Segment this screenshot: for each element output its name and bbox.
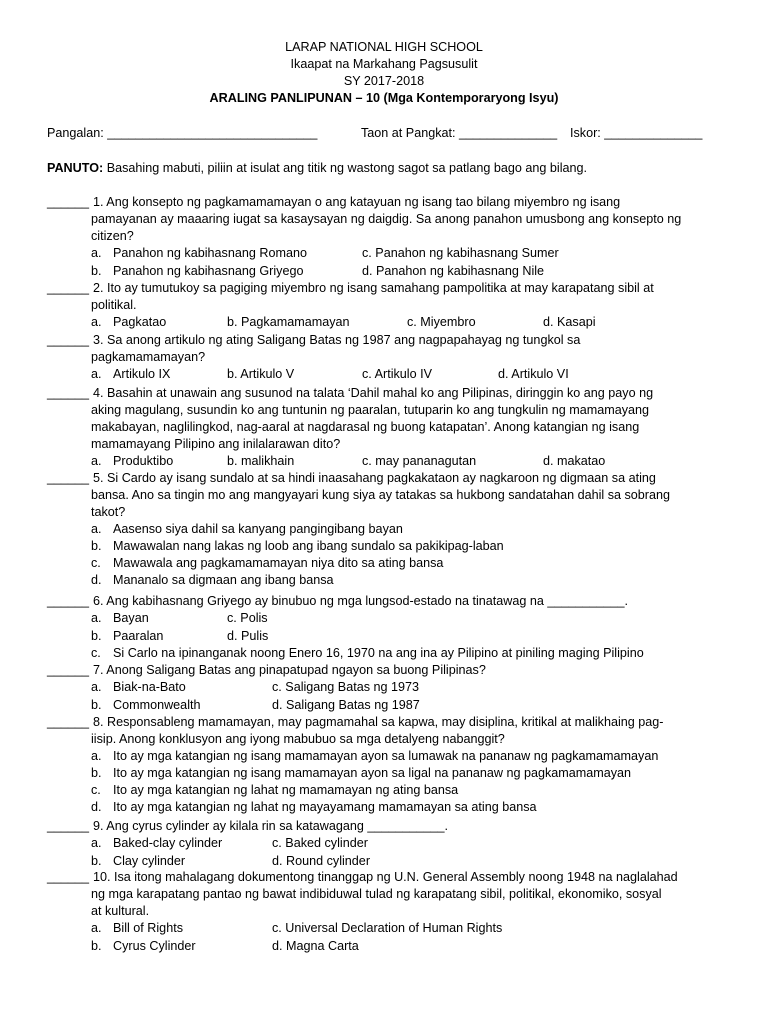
question-7 [47,662,727,714]
option-d: d. Ito ay mga katangian ng lahat ng mayayamang mamamayan sa ating bansa [91,800,537,814]
question-text: 1. Ang konsepto ng pagkamamamayan o ang katayuan ng isang tao bilang miyembro ng isang [93,195,621,209]
question-text: citizen? [91,229,134,243]
option-d: d. Kasapi [543,315,596,329]
options-row [47,314,727,332]
grade-section-field[interactable]: Taon at Pangkat: ______________ [361,126,558,140]
options-row [47,453,727,471]
question-text: 6. Ang kabihasnang Griyego ay binubuo ng mga lungsod-estado na tinatawag na ___________. [93,594,628,608]
option-d: d. Panahon ng kabihasnang Nile [362,263,545,278]
question-text: politikal. [91,298,137,312]
option-a: a. Ito ay mga katangian ng isang mamamayan ayon sa lumawak na pananaw ng pagkamamamayan [91,749,659,763]
question-text: aking magulang, susundin ko ang tuntunin ng paaralan, tutuparin ko ang tungkulin ng mamamayang [91,403,650,417]
option-a: Bill of Rights [113,921,183,935]
answer-blank[interactable]: ______ [47,281,90,295]
option-d: d. Saligang Batas ng 1987 [272,697,420,712]
school-year: SY 2017-2018 [343,74,425,88]
option-b: b. Pagkamamamayan [227,315,350,329]
option-d: d. Pulis [227,628,269,643]
question-text: 10. Isa itong mahalagang dokumentong tinanggap ng U.N. General Assembly noong 1948 na naglalahad [93,870,678,884]
options-row [47,628,727,646]
instructions-text: Basahing mabuti, piliin at isulat ang titik ng wastong sagot sa patlang bago ang bilang. [103,161,588,175]
option-b: Panahon ng kabihasnang Griyego [113,263,304,278]
option-letter: a. [91,836,102,850]
option-letter: b. [91,853,102,868]
option-c: c. Panahon ng kabihasnang Sumer [362,246,559,260]
option-a: Artikulo IX [113,367,171,381]
option-d: d. Magna Carta [272,938,359,953]
question-text: pamayanan ay maaaring iugat sa kasaysayan ng daigdig. Sa anong panahon umusbong ang konsepto ng [91,212,682,226]
answer-blank[interactable]: ______ [47,715,90,729]
option-letter: a. [91,454,102,468]
question-text: bansa. Ano sa tingin mo ang mangyayari kung siya ay tatakas sa hukbong sandatahan dahil sa sobrang [91,488,670,502]
options-row [47,610,727,628]
option-c: c. Mawawala ang pagkamamamayan niya dito sa ating bansa [91,556,444,570]
question-text: 8. Responsableng mamamayan, may pagmamahal sa kapwa, may disiplina, kritikal at malikhaing pag- [93,715,664,729]
question-text: 3. Sa anong artikulo ng ating Saligang Batas ng 1987 ang nagpapahayag ng tungkol sa [93,333,581,347]
option-letter: b. [91,697,102,712]
option-letter: a. [91,921,102,935]
question-text: makabayan, naglilingkod, nag-aaral at nagdarasal ng buong katapatan’. Anong katangian ng isang [91,420,640,434]
name-field[interactable]: Pangalan: ______________________________ [47,126,318,140]
question-text: 7. Anong Saligang Batas ang pinapatupad ngayon sa buong Pilipinas? [93,663,486,677]
option-b: Clay cylinder [113,853,186,868]
option-letter: a. [91,367,102,381]
option-letter: a. [91,315,102,329]
option-d: d. makatao [543,454,606,468]
option-c: c. Baked cylinder [272,836,368,850]
option-c: c. Universal Declaration of Human Rights [272,921,503,935]
option-b: b. Artikulo V [227,367,295,381]
question-6 [47,593,727,662]
option-b: Paaralan [113,628,164,643]
exam-header [0,39,768,107]
answer-blank[interactable]: ______ [47,195,90,209]
option-b: b. Ito ay mga katangian ng isang mamamayan ayon sa ligal na pananaw ng pagkamamamayan [91,766,632,780]
option-stray-c: c. Si Carlo na ipinanganak noong Enero 16, 1970 na ang ina ay Pilipino at piniling maging Pilipino [91,646,644,660]
options-row [47,853,727,871]
instructions [47,160,737,177]
options-row [47,697,727,715]
answer-blank[interactable]: ______ [47,819,90,833]
answer-blank[interactable]: ______ [47,386,90,400]
option-letter: b. [91,263,102,278]
instructions-label: PANUTO: [47,161,104,175]
question-text: takot? [91,505,126,519]
option-letter: b. [91,938,102,953]
answer-blank[interactable]: ______ [47,594,90,608]
subject-title: ARALING PANLIPUNAN – 10 (Mga Kontemporaryong Isyu) [209,91,559,105]
option-b: b. Mawawalan nang lakas ng loob ang ibang sundalo sa pakikipag-laban [91,539,504,553]
question-10 [47,869,727,955]
option-c: c. Polis [227,611,268,625]
options-row [47,679,727,697]
question-2 [47,280,727,332]
options-row [47,366,727,384]
option-a: Biak-na-Bato [113,680,186,694]
question-text: 9. Ang cyrus cylinder ay kilala rin sa katawagang ___________. [93,819,448,833]
answer-blank[interactable]: ______ [47,870,90,884]
option-letter: a. [91,611,102,625]
question-text: 4. Basahin at unawain ang susunod na talata ‘Dahil mahal ko ang Pilipinas, diringgin ko ang payo ng [93,386,654,400]
option-a: Pagkatao [113,315,167,329]
student-info-row [47,125,727,143]
question-text: 2. Ito ay tumutukoy sa pagiging miyembro ng isang samahang pampolitika at may karapatang sibil at [93,281,654,295]
option-a: Produktibo [113,454,174,468]
option-d: d. Round cylinder [272,853,371,868]
exam-title: Ikaapat na Markahang Pagsusulit [290,57,478,71]
score-field[interactable]: Iskor: ______________ [570,126,703,140]
options-row [47,835,727,853]
option-b: b. malikhain [227,454,295,468]
question-text: 5. Si Cardo ay isang sundalo at sa hindi inaasahang pagkakataon ay nagkaroon ng digmaan sa ating [93,471,656,485]
option-c: c. may pananagutan [362,454,477,468]
option-a: Baked-clay cylinder [113,836,223,850]
question-text: iisip. Anong konklusyon ang iyong mabubuo sa mga detalyeng nabanggit? [91,732,505,746]
option-c: c. Miyembro [407,315,476,329]
option-d: d. Mananalo sa digmaan ang ibang bansa [91,573,334,587]
option-d: d. Artikulo VI [498,367,569,381]
question-text: ng mga karapatang pantao ng bawat indibiduwal tulad ng karapatang sibil, politikal, ekonomiko, sosyal [91,887,662,901]
option-a: Bayan [113,611,149,625]
question-text: mamamayang Pilipino ang inilalarawan dito? [91,437,341,451]
question-9 [47,818,727,870]
options-row [47,920,727,938]
question-8 [47,714,727,816]
answer-blank[interactable]: ______ [47,471,90,485]
question-text: at kultural. [91,904,150,918]
option-letter: a. [91,680,102,694]
option-c: c. Ito ay mga katangian ng lahat ng mamamayan ng ating bansa [91,783,459,797]
answer-blank[interactable]: ______ [47,333,90,347]
options-row [47,263,727,281]
option-a: Panahon ng kabihasnang Romano [113,246,307,260]
question-text: pagkamamamayan? [91,350,206,364]
option-b: Cyrus Cylinder [113,938,196,953]
option-c: c. Artikulo IV [362,367,432,381]
school-name: LARAP NATIONAL HIGH SCHOOL [285,40,483,54]
question-4 [47,385,727,471]
option-letter: a. [91,246,102,260]
option-letter: b. [91,628,102,643]
answer-blank[interactable]: ______ [47,663,90,677]
option-b: Commonwealth [113,697,201,712]
options-row [47,938,727,956]
question-3 [47,332,727,384]
question-1 [47,194,727,280]
options-row [47,245,727,263]
option-a: a. Aasenso siya dahil sa kanyang pangingibang bayan [91,522,403,536]
question-5 [47,470,727,589]
option-c: c. Saligang Batas ng 1973 [272,680,420,694]
